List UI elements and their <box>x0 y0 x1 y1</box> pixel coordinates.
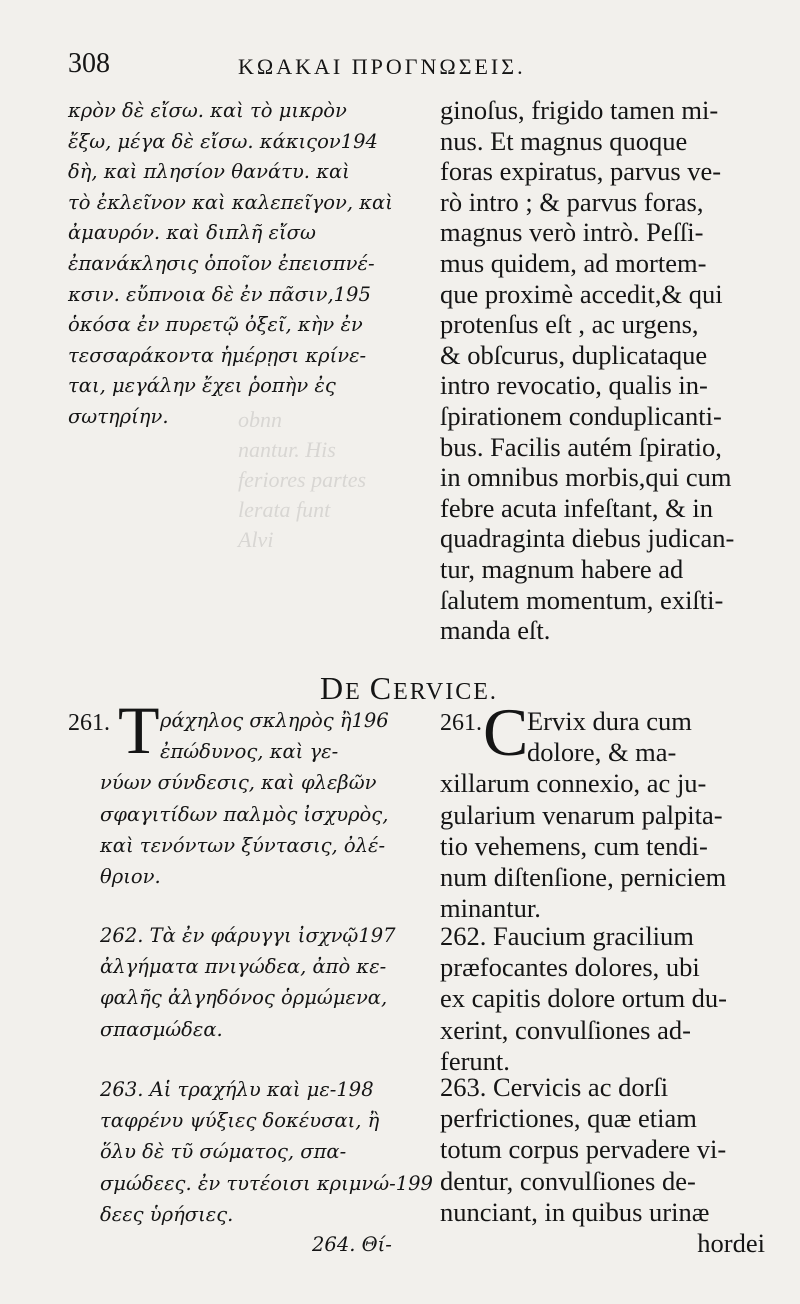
latin-line: & obſcurus, duplicataque <box>440 339 708 370</box>
top-greek-column <box>68 96 393 433</box>
latin-line: magnus verò intrò. Peſſi- <box>440 217 704 248</box>
latin-line: tio vehemens, cum tendi- <box>440 830 708 861</box>
greek-line: θριον. <box>100 865 161 889</box>
latin-line: protenſus eſt , ac urgens, <box>440 309 699 340</box>
latin-line: xerint, convulſiones ad- <box>440 1014 691 1045</box>
greek-line: σπασμώδεα. <box>100 1017 223 1041</box>
latin-line: intro revocatio, qualis in- <box>440 370 708 401</box>
greek-line: κρὸν δὲ εἴσω. καὶ τὸ μικρὸν <box>68 99 347 122</box>
latin-line: minantur. <box>440 893 541 924</box>
greek-drop-cap: Τ <box>118 692 160 768</box>
show-through: obnn nantur. His feriores partes lerata funt Alvi <box>238 407 367 552</box>
latin-paragraph-number: 261. <box>440 710 482 736</box>
section-heading: DE CERVICE. <box>320 670 498 706</box>
latin-line: præfocantes dolores, ubi <box>440 952 700 983</box>
latin-line: tur, magnum habere ad <box>440 553 684 584</box>
latin-line: ferunt. <box>440 1045 510 1076</box>
greek-line: σωτηρίην. <box>68 404 169 428</box>
greek-paragraph-number: 261. <box>68 710 110 736</box>
greek-line: φαλῆς ἀλγηδόνος ὁρμώμενα, <box>100 986 388 1010</box>
latin-line: Ervix dura cum <box>527 706 692 736</box>
greek-line: ἀλγήματα πνιγώδεα, ἀπὸ κε- <box>100 955 387 979</box>
latin-line: que proximè accedit,& qui <box>440 278 723 309</box>
section-263-greek <box>100 1074 433 1230</box>
greek-line: νύων σύνδεσις, καὶ φλεβῶν <box>100 771 377 795</box>
greek-line: ὅλυ δὲ τῦ σώματος, σπα- <box>100 1140 347 1164</box>
greek-line: σφαγιτίδων παλμὸς ἰσχυρὸς, <box>100 802 389 826</box>
latin-drop-cap: C <box>483 694 529 770</box>
latin-line: dentur, convulſiones de- <box>440 1165 696 1196</box>
latin-line: perfrictiones, quæ etiam <box>440 1103 697 1134</box>
latin-line: nus. Et magnus quoque <box>440 125 688 156</box>
page-number: 308 <box>68 48 110 79</box>
latin-line: foras expiratus, parvus ve- <box>440 156 722 187</box>
latin-line: xillarum connexio, ac ju- <box>440 768 707 799</box>
greek-line: κσιν. εὔπνοια δὲ ἐν πᾶσιν,195 <box>68 282 371 306</box>
latin-line: ſalutem momentum, exiſti- <box>440 584 724 615</box>
latin-line: 262. Faucium gracilium <box>440 921 694 951</box>
latin-line: totum corpus pervadere vi- <box>440 1134 727 1165</box>
greek-line: ἐπώδυνος, καὶ γε- <box>160 740 339 764</box>
latin-line: quadraginta diebus judican- <box>440 523 735 554</box>
latin-line: ginoſus, frigido tamen mi- <box>440 95 719 125</box>
section-263-latin <box>440 1072 765 1259</box>
greek-line: τὸ ἐκλεῖνον καὶ καλεπεῖγον, καὶ <box>68 190 393 214</box>
latin-line: bus. Facilis autém ſpiratio, <box>440 431 722 462</box>
latin-line: mus quidem, ad mortem- <box>440 247 707 278</box>
greek-line: 262. Τὰ ἐν φάρυγγι ἰσχνῷ197 <box>100 924 396 947</box>
latin-line: rò intro ; & parvus foras, <box>440 186 704 217</box>
greek-line: 263. Αἱ τραχήλυ καὶ με-198 <box>100 1078 374 1101</box>
greek-line: ράχηλος σκληρὸς ἢ196 <box>160 709 389 732</box>
running-head: ΚΩΑΚΑΙ ΠΡΟΓΝΩΣΕΙΣ. <box>238 54 526 79</box>
latin-line: in omnibus morbis,qui cum <box>440 462 732 493</box>
greek-line: δὴ, καὶ πλησίον θανάτυ. καὶ <box>68 160 350 184</box>
greek-line: ἀμαυρόν. καὶ διπλῆ εἴσω <box>68 221 316 245</box>
section-262-greek <box>100 920 396 1045</box>
section-261-greek <box>100 705 389 892</box>
latin-line: 263. Cervicis ac dorſi <box>440 1072 669 1102</box>
section-262-latin <box>440 921 727 1077</box>
latin-line: hordei <box>697 1228 765 1259</box>
top-latin-column <box>440 95 734 646</box>
latin-line: gularium venarum palpita- <box>440 799 723 830</box>
greek-line: σμώδεες. ἐν τυτέοισι κριμνώ-199 <box>100 1171 433 1195</box>
greek-line: ταφρένυ ψύξιες δοκέυσαι, ἢ <box>100 1109 380 1133</box>
greek-line: ἔξω, μέγα δὲ εἴσω. κάκιςον194 <box>68 129 378 153</box>
latin-line: dolore, & ma- <box>527 737 677 768</box>
greek-line: ὁκόσα ἐν πυρετῷ ὀξεῖ, κὴν ἐν <box>68 313 363 337</box>
latin-line: nunciant, in quibus urinæ <box>440 1196 710 1227</box>
greek-line: τεσσαράκοντα ἡμέρῃσι κρίνε- <box>68 343 367 367</box>
greek-line: ται, μεγάλην ἔχει ῥοπὴν ἐς <box>68 374 336 398</box>
greek-line: δεες ὑρήσιες. <box>100 1202 234 1226</box>
latin-line: ſpirationem conduplicanti- <box>440 400 722 431</box>
latin-line: num diſtenſione, perniciem <box>440 862 727 893</box>
latin-line: febre acuta infeſtant, & in <box>440 492 713 523</box>
latin-line: ex capitis dolore ortum du- <box>440 983 728 1014</box>
catchword: 264. Θί- <box>312 1233 392 1256</box>
latin-line: manda eſt. <box>440 615 551 646</box>
greek-line: ἐπανάκλησις ὁποῖον ἐπεισπνέ- <box>68 251 375 275</box>
greek-line: καὶ τενόντων ξύντασις, ὀλέ- <box>100 833 386 857</box>
